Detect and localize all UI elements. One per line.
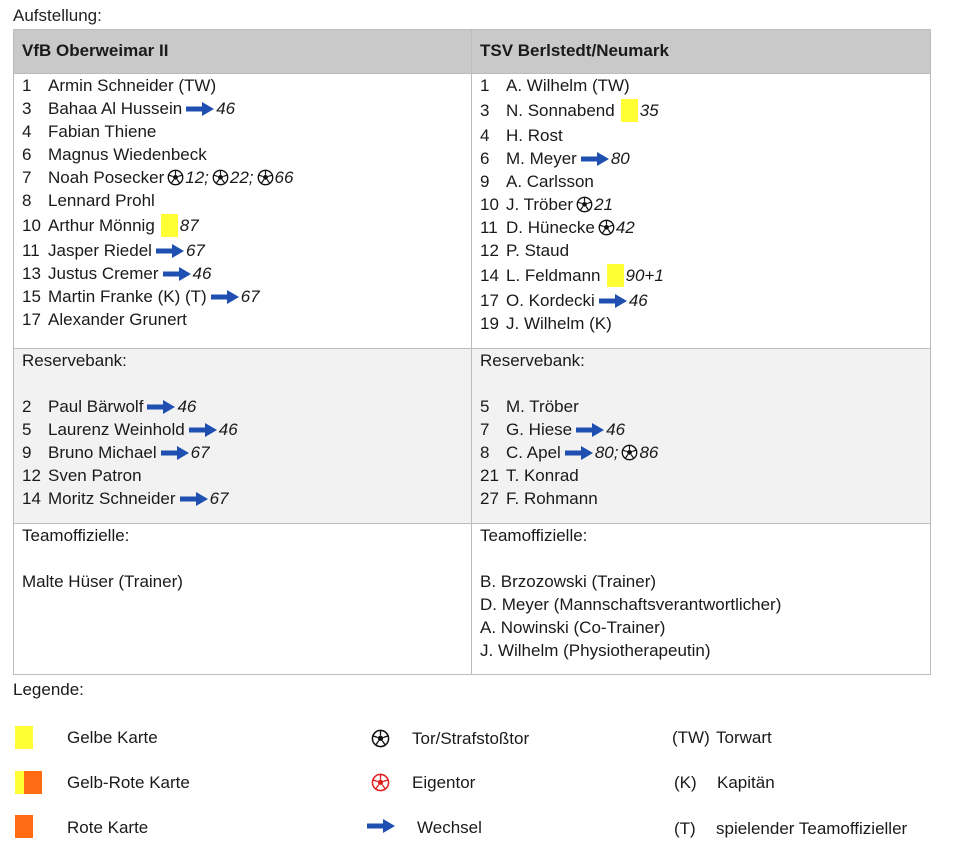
player-number: 15 — [22, 287, 41, 306]
event-minute: 66 — [274, 168, 294, 187]
player-number: 1 — [480, 76, 490, 95]
player-row — [22, 212, 471, 239]
player-row — [480, 464, 930, 487]
legend-keeper-abbr: (TW) — [672, 728, 710, 747]
substitution-arrow-icon — [565, 446, 593, 460]
player-name: H. Rost — [506, 126, 563, 145]
player-number: 14 — [480, 266, 499, 285]
player-row — [480, 193, 930, 216]
player-row — [480, 312, 930, 335]
player-number: 8 — [480, 443, 490, 462]
player-number: 12 — [22, 466, 41, 485]
away-team-name: TSV Berlstedt/Neumark — [472, 30, 931, 74]
substitution-arrow-icon — [186, 102, 214, 116]
player-row — [22, 239, 471, 262]
legend-captain: Kapitän — [717, 773, 775, 792]
substitution-arrow-icon — [599, 294, 627, 308]
player-name: P. Staud — [506, 241, 570, 260]
official-row: J. Wilhelm (Physiotherapeutin) — [480, 641, 711, 660]
own-goal-ball-icon — [371, 773, 390, 792]
event-minute: 80 — [610, 149, 630, 168]
player-row — [480, 289, 930, 312]
player-number: 3 — [480, 101, 490, 120]
legend-yellow-red-card: Gelb-Rote Karte — [67, 773, 190, 792]
player-row — [480, 74, 930, 97]
goal-ball-icon — [576, 196, 593, 213]
player-row — [480, 147, 930, 170]
player-name: C. Apel — [506, 443, 561, 462]
event-minute: 35 — [639, 101, 659, 120]
player-row — [22, 74, 471, 97]
home-officials — [14, 524, 472, 675]
player-row — [480, 395, 930, 418]
player-row — [22, 189, 471, 212]
player-number: 10 — [22, 216, 41, 235]
legend-yellow-card: Gelbe Karte — [67, 728, 158, 747]
player-row — [480, 418, 930, 441]
player-number: 7 — [22, 168, 32, 187]
official-row: D. Meyer (Mannschaftsverantwortlicher) — [480, 595, 782, 614]
event-minute: 67 — [185, 241, 205, 260]
player-row — [480, 216, 930, 239]
yellow-red-card-red-part — [24, 771, 42, 794]
event-minute: 46 — [177, 397, 197, 416]
goal-ball-icon — [257, 169, 274, 186]
home-team-name: VfB Oberweimar II — [14, 30, 472, 74]
player-row — [22, 487, 471, 510]
player-number: 2 — [22, 397, 32, 416]
goal-ball-icon — [621, 444, 638, 461]
player-name: Laurenz Weinhold — [48, 420, 185, 439]
legend-playing-official: spielender Teamoffizieller — [716, 819, 908, 838]
official-row: B. Brzozowski (Trainer) — [480, 572, 657, 591]
player-number: 7 — [480, 420, 490, 439]
player-name: F. Rohmann — [506, 489, 598, 508]
substitution-arrow-icon — [147, 400, 175, 414]
player-number: 19 — [480, 314, 499, 333]
player-name: A. Wilhelm (TW) — [506, 76, 630, 95]
player-number: 13 — [22, 264, 41, 283]
player-row — [22, 166, 471, 189]
player-number: 5 — [22, 420, 32, 439]
player-row — [480, 170, 930, 193]
player-number: 11 — [22, 241, 40, 260]
player-row — [22, 308, 471, 331]
player-name: N. Sonnabend — [506, 101, 615, 120]
legend-goal: Tor/Strafstoßtor — [412, 729, 530, 748]
substitution-arrow-icon — [180, 492, 208, 506]
event-minute: 67 — [190, 443, 210, 462]
legend-title: Legende: — [13, 680, 84, 699]
player-number: 5 — [480, 397, 490, 416]
lineup-table — [13, 29, 931, 675]
player-row — [22, 262, 471, 285]
away-officials-label: Teamoffizielle: — [480, 526, 588, 545]
home-bench-label: Reservebank: — [22, 351, 127, 370]
player-name: Sven Patron — [48, 466, 142, 485]
yellow-card-icon — [607, 264, 624, 287]
player-row — [22, 143, 471, 166]
away-bench-label: Reservebank: — [480, 351, 585, 370]
player-row — [480, 124, 930, 147]
substitution-arrow-icon — [163, 267, 191, 281]
player-name: Magnus Wiedenbeck — [48, 145, 207, 164]
away-bench — [472, 349, 931, 524]
home-bench — [14, 349, 472, 524]
player-number: 1 — [22, 76, 32, 95]
player-name: A. Carlsson — [506, 172, 594, 191]
yellow-red-card-icon — [15, 771, 24, 794]
substitution-arrow-icon — [156, 244, 184, 258]
event-minute: 21 — [594, 195, 614, 214]
event-minute: 12; — [185, 168, 209, 187]
legend-keeper: Torwart — [716, 728, 772, 747]
legend-red-card: Rote Karte — [67, 818, 149, 837]
player-name: D. Hünecke — [506, 218, 595, 237]
legend-own-goal: Eigentor — [412, 773, 476, 792]
player-name: G. Hiese — [506, 420, 573, 439]
player-name: L. Feldmann — [506, 266, 601, 285]
player-row — [480, 262, 930, 289]
player-name: Moritz Schneider — [48, 489, 176, 508]
away-players — [472, 74, 931, 349]
player-number: 21 — [480, 466, 499, 485]
player-number: 4 — [22, 122, 32, 141]
substitution-arrow-icon — [211, 290, 239, 304]
player-number: 4 — [480, 126, 490, 145]
player-number: 10 — [480, 195, 499, 214]
event-minute: 46 — [192, 264, 212, 283]
event-minute: 80; — [594, 443, 619, 462]
event-minute: 42 — [615, 218, 635, 237]
substitution-arrow-icon — [189, 423, 217, 437]
player-number: 17 — [22, 310, 41, 329]
away-officials — [472, 524, 931, 675]
lineup-title: Aufstellung: — [13, 6, 102, 25]
player-row — [22, 395, 471, 418]
event-minute: 46 — [628, 291, 648, 310]
player-name: Noah Posecker — [48, 168, 165, 187]
player-name: Alexander Grunert — [48, 310, 187, 329]
substitution-arrow-icon — [161, 446, 189, 460]
player-name: J. Wilhelm (K) — [506, 314, 612, 333]
player-name: Armin Schneider (TW) — [48, 76, 217, 95]
player-name: M. Meyer — [506, 149, 577, 168]
player-row — [480, 441, 930, 464]
player-number: 27 — [480, 489, 499, 508]
substitution-arrow-icon — [581, 152, 609, 166]
player-row — [22, 97, 471, 120]
player-number: 12 — [480, 241, 499, 260]
player-name: T. Konrad — [506, 466, 579, 485]
event-minute: 46 — [218, 420, 238, 439]
player-name: Justus Cremer — [48, 264, 159, 283]
home-officials-label: Teamoffizielle: — [22, 526, 130, 545]
player-name: Jasper Riedel — [48, 241, 152, 260]
player-number: 9 — [22, 443, 32, 462]
yellow-card-icon — [621, 99, 638, 122]
player-row — [480, 239, 930, 262]
player-name: Fabian Thiene — [48, 122, 157, 141]
event-minute: 46 — [606, 420, 626, 439]
player-row — [22, 464, 471, 487]
event-minute: 87 — [179, 216, 199, 235]
goal-ball-icon — [167, 169, 184, 186]
player-number: 8 — [22, 191, 32, 210]
player-number: 9 — [480, 172, 490, 191]
player-name: Bahaa Al Hussein — [48, 99, 183, 118]
event-minute: 67 — [240, 287, 260, 306]
event-minute: 86 — [639, 443, 659, 462]
yellow-card-icon — [15, 726, 33, 749]
player-name: Martin Franke (K) (T) — [48, 287, 207, 306]
legend-captain-abbr: (K) — [674, 773, 697, 792]
event-minute: 90+1 — [625, 266, 664, 285]
player-name: O. Kordecki — [506, 291, 595, 310]
player-number: 14 — [22, 489, 41, 508]
official-row: Malte Hüser (Trainer) — [22, 572, 183, 591]
player-number: 11 — [480, 218, 498, 237]
legend-playing-official-abbr: (T) — [674, 819, 696, 838]
substitution-arrow-icon — [367, 819, 395, 833]
player-name: M. Tröber — [506, 397, 579, 416]
goal-ball-icon — [598, 219, 615, 236]
player-row — [22, 441, 471, 464]
player-number: 3 — [22, 99, 32, 118]
event-minute: 22; — [229, 168, 254, 187]
substitution-arrow-icon — [576, 423, 604, 437]
player-row — [22, 120, 471, 143]
player-name: J. Tröber — [506, 195, 574, 214]
red-card-icon — [15, 815, 33, 838]
player-row — [480, 487, 930, 510]
home-players — [14, 74, 472, 349]
yellow-card-icon — [161, 214, 178, 237]
player-row — [22, 418, 471, 441]
goal-ball-icon — [212, 169, 229, 186]
player-number: 6 — [22, 145, 32, 164]
player-number: 6 — [480, 149, 490, 168]
player-name: Bruno Michael — [48, 443, 157, 462]
legend-substitution: Wechsel — [417, 818, 482, 837]
player-row — [22, 285, 471, 308]
goal-ball-icon — [371, 729, 390, 748]
player-row — [480, 97, 930, 124]
player-name: Lennard Prohl — [48, 191, 155, 210]
event-minute: 46 — [216, 99, 236, 118]
official-row: A. Nowinski (Co-Trainer) — [480, 618, 666, 637]
player-number: 17 — [480, 291, 499, 310]
event-minute: 67 — [209, 489, 229, 508]
player-name: Arthur Mönnig — [48, 216, 155, 235]
player-name: Paul Bärwolf — [48, 397, 144, 416]
